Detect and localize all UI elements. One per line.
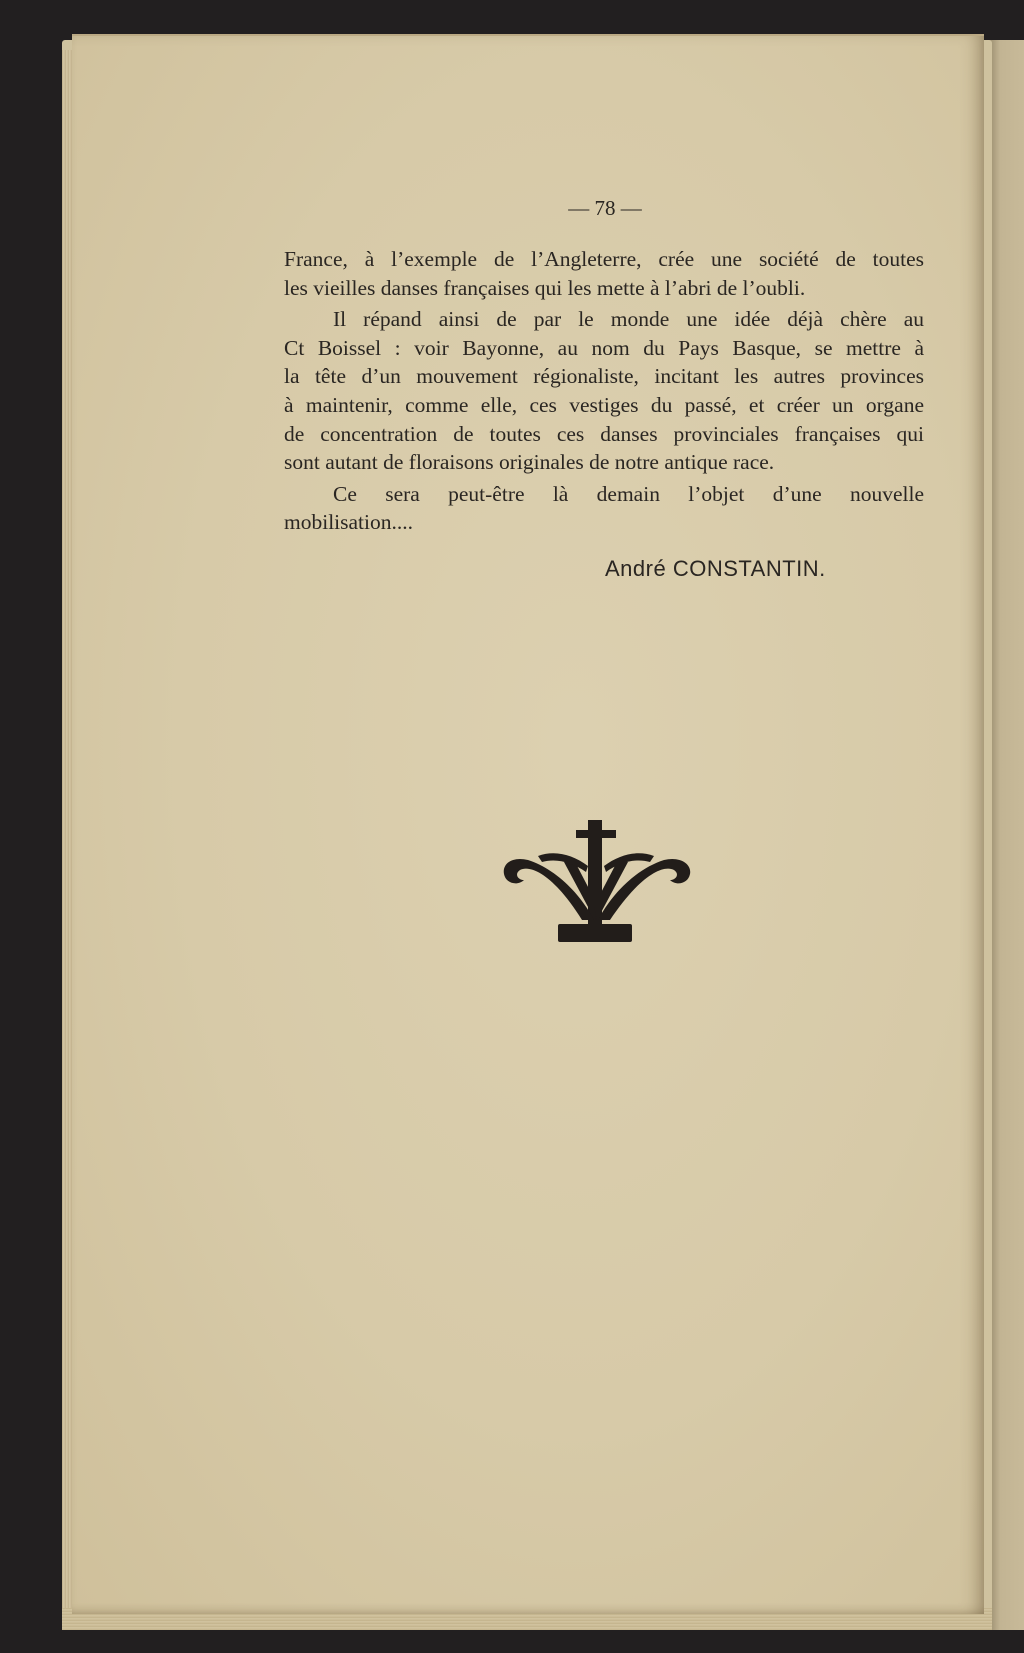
paragraph-1 [284,245,924,302]
paragraph-3 [284,480,924,537]
text-line: sont autant de floraisons originales de notre antique race. [284,450,775,475]
text-line: la tête d’un mouvement régionaliste, incitant les autres provinces [284,364,924,389]
text-line: à maintenir, comme elle, ces vestiges du passé, et créer un organe [284,392,924,417]
fleuron-ornament-icon [498,820,698,948]
text-line: France, à l’exemple de l’Angleterre, crée une société de toutes [284,247,924,271]
page-number: — 78 — [568,196,642,220]
text-line: Il répand ainsi de par le monde une idée déjà chère au [333,307,924,332]
text-line: Ce sera peut-être là demain l’objet d’une nouvelle [333,481,924,506]
body-text [284,245,924,537]
text-line: de concentration de toutes ces danses provinciales françaises qui [284,421,924,446]
paragraph-2 [284,305,924,477]
author-signature: André CONSTANTIN. [605,556,826,581]
text-line: Ct Boissel : voir Bayonne, au nom du Pays Basque, se mettre à [284,335,924,360]
text-line: les vieilles danses françaises qui les mette à l’abri de l’oubli. [284,275,806,300]
text-line: mobilisation.... [284,510,413,535]
